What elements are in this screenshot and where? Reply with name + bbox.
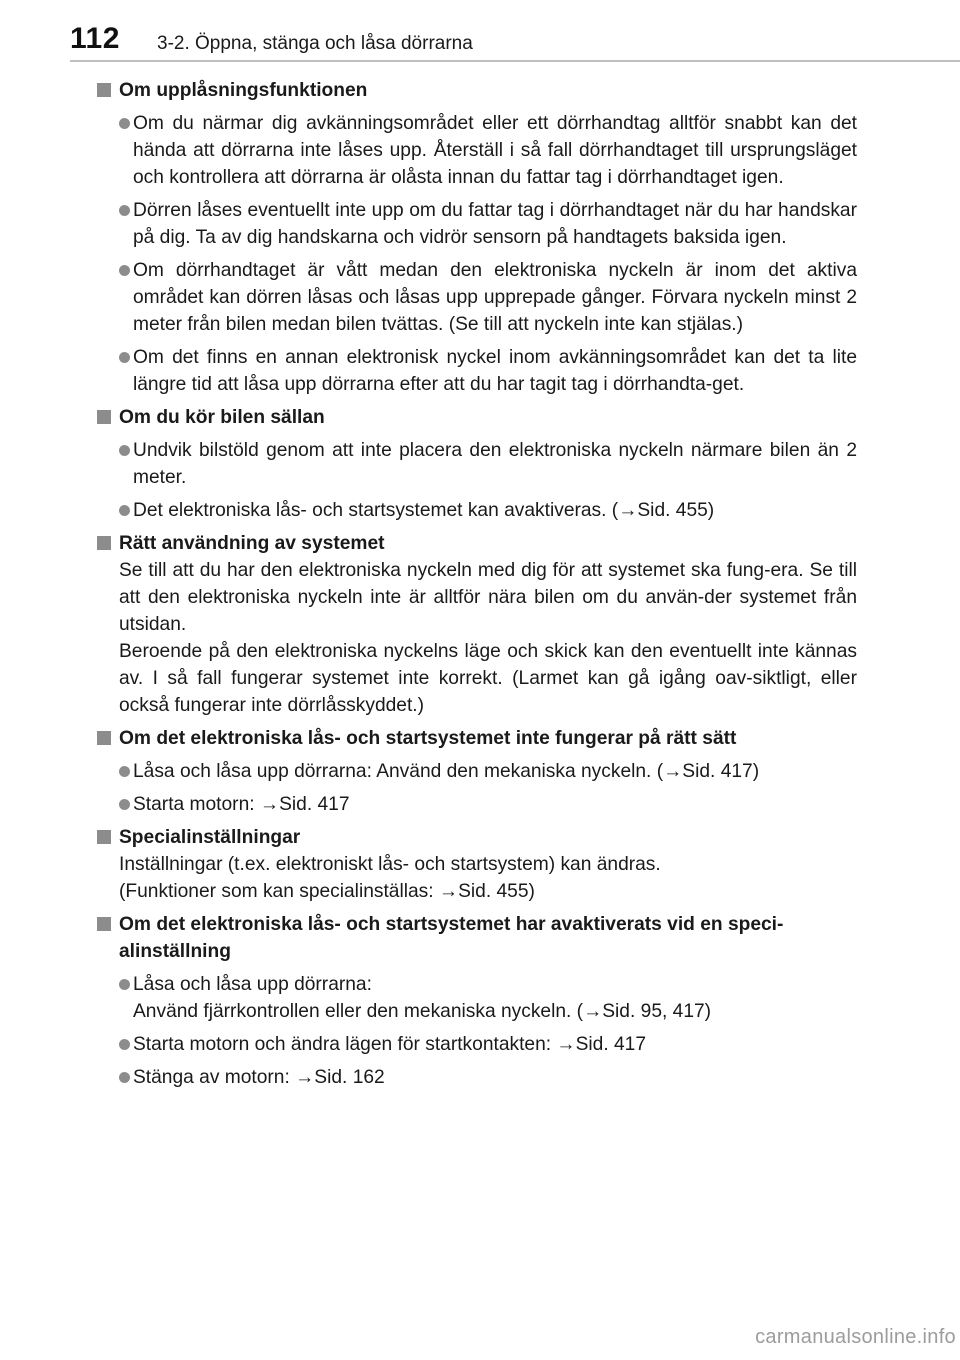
paragraph: Beroende på den elektroniska nyckelns läge och skick kan den eventuellt inte kännas av. I så fall fungerar systemet inte korrekt. (Larmet kan gå igång oav-siktligt, eller också fungerar inte dörrlåsskyddet.)	[119, 641, 857, 716]
list-item	[97, 344, 857, 398]
list-item-text: Stänga av motorn: →Sid. 162	[133, 1067, 385, 1088]
list-item-text: Starta motorn och ändra lägen för startkontakten: →Sid. 417	[133, 1034, 647, 1055]
section-title-text: Om upplåsningsfunktionen	[119, 80, 368, 101]
circle-bullet-icon	[119, 505, 130, 516]
section-title	[97, 725, 857, 752]
list-item	[97, 110, 857, 191]
circle-bullet-icon	[119, 1039, 130, 1050]
square-bullet-icon	[97, 731, 111, 745]
paragraph: Inställningar (t.ex. elektroniskt lås- och startsystem) kan ändras.	[119, 854, 661, 875]
section-title	[97, 404, 857, 431]
paragraph: Se till att du har den elektroniska nyckeln med dig för att systemet ska fung-era. Se till att den elektroniska nyckeln inte är alltför nära bilen om du använ-der systemet från utsidan.	[119, 560, 857, 635]
section-title-text: Rätt användning av systemet	[119, 533, 385, 554]
list-item-text: Det elektroniska lås- och startsystemet kan avaktiveras. (→Sid. 455)	[133, 500, 715, 521]
circle-bullet-icon	[119, 1072, 130, 1083]
circle-bullet-icon	[119, 979, 130, 990]
header-divider	[70, 60, 960, 62]
list-item	[97, 257, 857, 338]
section-ratt-anvandning	[97, 530, 857, 719]
square-bullet-icon	[97, 536, 111, 550]
page-number: 112	[70, 22, 120, 55]
section-title-text: Om det elektroniska lås- och startsystemet har avaktiverats vid en speci-alinställning	[119, 914, 784, 962]
section-title-text: Specialinställningar	[119, 827, 301, 848]
list-item-text: Om dörrhandtaget är vått medan den elektroniska nyckeln är inom det aktiva området kan dörren låsas och låsas upp upprepade gånger. Förvara nyckeln minst 2 meter från bilen medan bilen tvättas. (Se till att nyckeln inte kan stjälas.)	[133, 260, 857, 335]
list-item-text: Låsa och låsa upp dörrarna: Använd den mekaniska nyckeln. (→Sid. 417)	[133, 761, 760, 782]
section-title-text: Om det elektroniska lås- och startsystemet inte fungerar på rätt sätt	[119, 728, 737, 749]
list-item	[97, 437, 857, 491]
list-item-text: Dörren låses eventuellt inte upp om du fattar tag i dörrhandtaget när du har handskar på dig. Ta av dig handskarna och vidrör sensorn på handtagets baksida igen.	[133, 200, 857, 248]
list-item-text: Låsa och låsa upp dörrarna:	[133, 974, 372, 995]
list-item-text: Om du närmar dig avkänningsområdet eller ett dörrhandtag alltför snabbt kan det hända att dörrarna inte låses upp. Återställ i så fall dörrhandtaget till ursprungsläget och kontrollera att dörrarna är olåsta innan du fattar tag i dörrhandtaget igen.	[133, 113, 857, 188]
circle-bullet-icon	[119, 352, 130, 363]
list-item-continuation: Använd fjärrkontrollen eller den mekaniska nyckeln. (→Sid. 95, 417)	[133, 1001, 712, 1022]
list-item-text: Undvik bilstöld genom att inte placera den elektroniska nyckeln närmare bilen än 2 meter.	[133, 440, 857, 488]
list-item-text: Om det finns en annan elektronisk nyckel inom avkänningsområdet kan det ta lite längre tid att låsa upp dörrarna efter att du har tagit tag i dörrhandta-get.	[133, 347, 857, 395]
list-item	[97, 197, 857, 251]
section-title	[97, 824, 857, 851]
chapter-title: 3-2. Öppna, stänga och låsa dörrarna	[157, 33, 473, 54]
section-upplasningsfunktionen	[97, 77, 857, 398]
section-kor-bilen-sallan	[97, 404, 857, 524]
list-item	[97, 1064, 857, 1091]
circle-bullet-icon	[119, 799, 130, 810]
section-fungerar-inte	[97, 725, 857, 818]
section-avaktiverats	[97, 911, 857, 1091]
page-content	[97, 77, 857, 1097]
square-bullet-icon	[97, 410, 111, 424]
list-item-text: Starta motorn: →Sid. 417	[133, 794, 350, 815]
square-bullet-icon	[97, 917, 111, 931]
list-item	[97, 497, 857, 524]
list-item	[97, 971, 857, 1025]
list-item	[97, 1031, 857, 1058]
circle-bullet-icon	[119, 118, 130, 129]
site-watermark: carmanualsonline.info	[755, 1326, 956, 1348]
paragraph: (Funktioner som kan specialinställas: →Sid. 455)	[119, 881, 535, 902]
list-item	[97, 758, 857, 785]
page-header	[0, 0, 960, 62]
circle-bullet-icon	[119, 445, 130, 456]
section-title	[97, 77, 857, 104]
circle-bullet-icon	[119, 205, 130, 216]
square-bullet-icon	[97, 83, 111, 97]
square-bullet-icon	[97, 830, 111, 844]
section-specialinstallningar	[97, 824, 857, 905]
circle-bullet-icon	[119, 265, 130, 276]
list-item	[97, 791, 857, 818]
section-title	[97, 530, 857, 557]
section-title	[97, 911, 857, 965]
circle-bullet-icon	[119, 766, 130, 777]
section-title-text: Om du kör bilen sällan	[119, 407, 325, 428]
